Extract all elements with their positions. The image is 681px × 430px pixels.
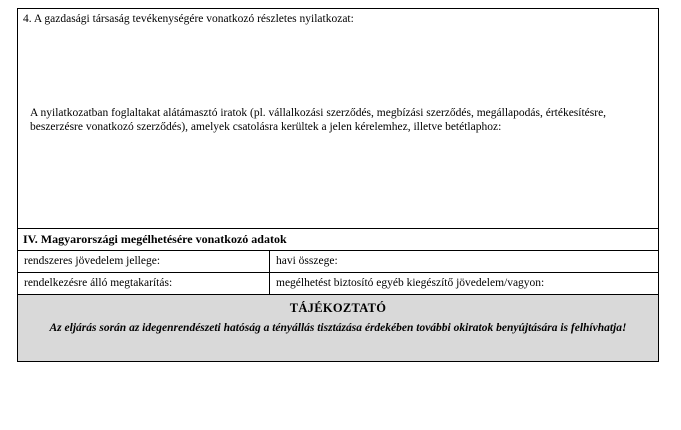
information-text: Az eljárás során az idegenrendészeti hatóság a tényállás tisztázása érdekében további okiratok benyújtására is felhívhatja! [49,322,627,334]
regular-income-type-field[interactable]: rendszeres jövedelem jellege: [18,251,270,272]
table-row [18,273,658,295]
section-iv-title: IV. Magyarországi megélhetésére vonatkozó adatok [18,229,658,251]
activity-statement-question: 4. A gazdasági társaság tevékenységére vonatkozó részletes nyilatkozat: [23,13,354,25]
monthly-amount-field[interactable]: havi összege: [276,255,338,267]
available-savings-field[interactable]: rendelkezésre álló megtakarítás: [18,273,270,294]
form-page [17,8,659,362]
information-title: TÁJÉKOZTATÓ [289,301,387,315]
supporting-documents-note: A nyilatkozatban foglaltakat alátámasztó iratok (pl. vállalkozási szerződés, megbízási szerződés, megállapodás, értékesítésre, beszerzésre vonatkozó szerződés), amelyek csatolásra kerültek a jelen kérelemhez, illetve betétlaphoz: [30,107,607,133]
section-4-activity-statement [18,9,658,229]
other-income-assets-field[interactable]: megélhetést biztosító egyéb kiegészítő jövedelem/vagyon: [276,277,545,289]
table-row [18,251,658,273]
information-box [18,295,658,361]
